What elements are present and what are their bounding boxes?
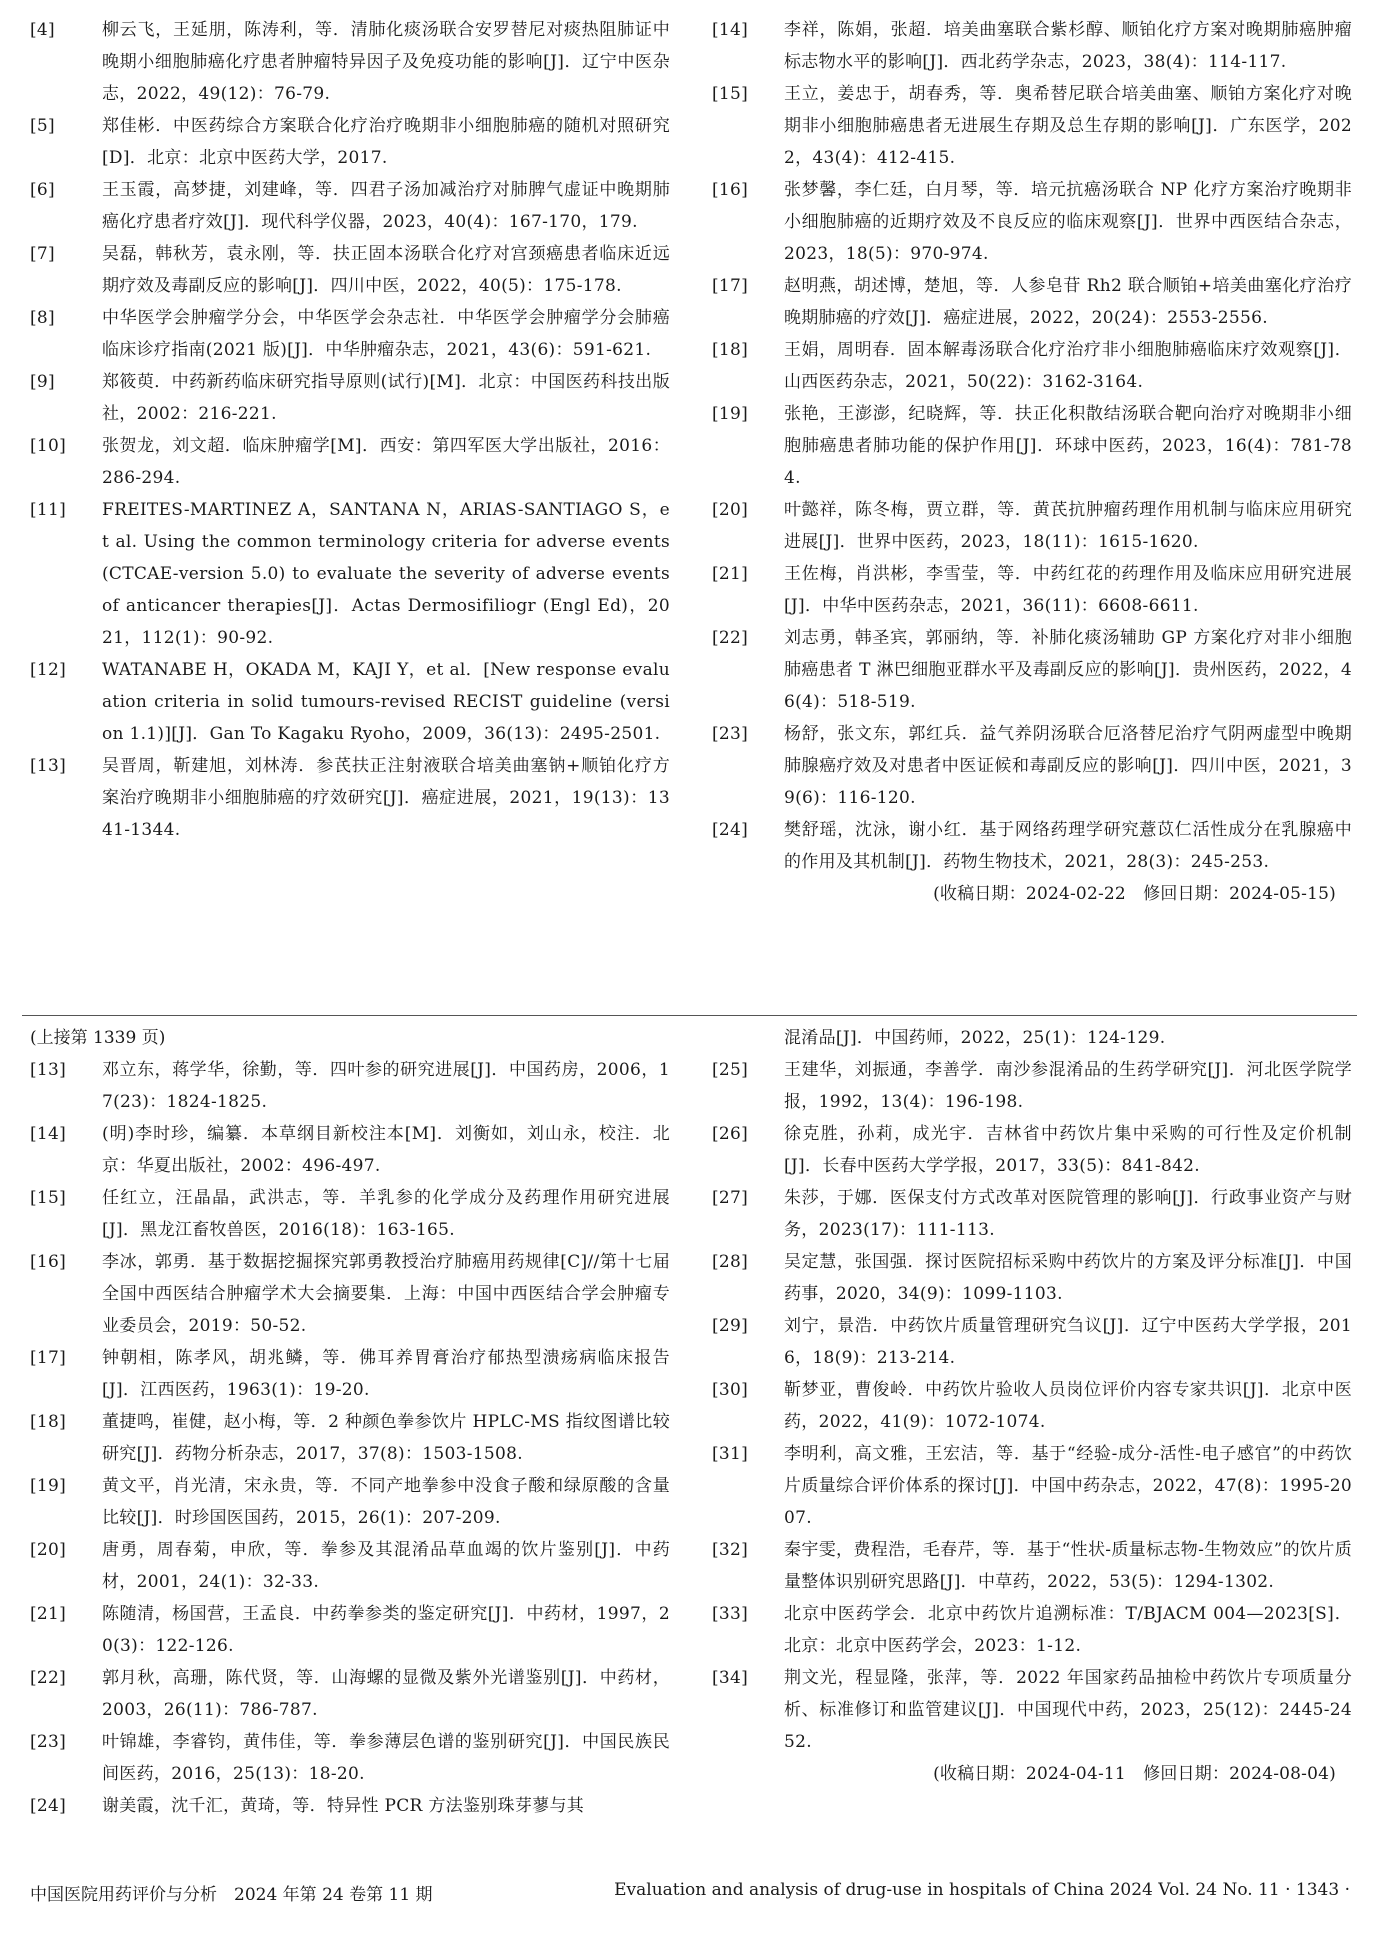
- reference-number: [15]: [30, 1188, 67, 1208]
- reference-text: 黄文平，肖光清，宋永贵，等．不同产地拳参中没食子酸和绿原酸的含量比较[J]．时珍国医国药，2015，26(1)：207-209.: [102, 1476, 670, 1528]
- reference-text: 朱莎，于娜．医保支付方式改革对医院管理的影响[J]．行政事业资产与财务，2023(17)：111-113.: [784, 1188, 1352, 1240]
- reference-number: [5]: [30, 116, 55, 136]
- reference-item: [30, 1118, 670, 1182]
- reference-text: 樊舒瑶，沈泳，谢小红．基于网络药理学研究薏苡仁活性成分在乳腺癌中的作用及其机制[J]．药物生物技术，2021，28(3)：245-253.: [784, 820, 1352, 872]
- reference-number: [20]: [712, 500, 749, 520]
- reference-text: 钟朝相，陈孝风，胡兆鳞，等．佛耳养胃膏治疗郁热型溃疡病临床报告[J]．江西医药，1963(1)：19-20.: [102, 1348, 670, 1400]
- reference-number: [8]: [30, 308, 55, 328]
- reference-number: [4]: [30, 20, 55, 40]
- footer-journal-en: Evaluation and analysis of drug-use in hospitals of China 2024 Vol. 24 No. 11 · 1343 ·: [614, 1880, 1350, 1900]
- reference-item: [712, 1054, 1352, 1118]
- reference-text: 王立，姜忠于，胡春秀，等．奥希替尼联合培美曲塞、顺铂方案化疗对晚期非小细胞肺癌患者无进展生存期及总生存期的影响[J]．广东医学，2022，43(4)：412-415.: [784, 84, 1352, 168]
- references-bottom-left-column: [30, 1022, 670, 1822]
- reference-item: [712, 622, 1352, 718]
- reference-text: 郭月秋，高珊，陈代贤，等．山海螺的显微及紫外光谱鉴别[J]．中药材，2003，26(11)：786-787.: [102, 1668, 670, 1720]
- reference-text: 杨舒，张文东，郭红兵．益气养阴汤联合厄洛替尼治疗气阴两虚型中晚期肺腺癌疗效及对患者中医证候和毒副反应的影响[J]．四川中医，2021，39(6)：116-120.: [784, 724, 1352, 808]
- reference-item: [30, 1054, 670, 1118]
- reference-text: 王娟，周明春．固本解毒汤联合化疗治疗非小细胞肺癌临床疗效观察[J]．山西医药杂志，2021，50(22)：3162-3164.: [784, 340, 1352, 392]
- reference-number: [13]: [30, 1060, 67, 1080]
- reference-item: [712, 1246, 1352, 1310]
- reference-item: [30, 1182, 670, 1246]
- reference-text: 刘志勇，韩圣宾，郭丽纳，等．补肺化痰汤辅助 GP 方案化疗对非小细胞肺癌患者 T 淋巴细胞亚群水平及毒副反应的影响[J]．贵州医药，2022，46(4)：518-519.: [784, 628, 1352, 712]
- reference-number: [24]: [712, 820, 749, 840]
- reference-text: 柳云飞，王延朋，陈涛利，等．清肺化痰汤联合安罗替尼对痰热阻肺证中晚期小细胞肺癌化疗患者肿瘤特异因子及免疫功能的影响[J]．辽宁中医杂志，2022，49(12)：76-79.: [102, 20, 670, 104]
- reference-text: 唐勇，周春菊，申欣，等．拳参及其混淆品草血竭的饮片鉴别[J]．中药材，2001，24(1)：32-33.: [102, 1540, 670, 1592]
- reference-number: [18]: [30, 1412, 67, 1432]
- reference-text: 叶懿祥，陈冬梅，贾立群，等．黄芪抗肿瘤药理作用机制与临床应用研究进展[J]．世界中医药，2023，18(11)：1615-1620.: [784, 500, 1352, 552]
- reference-text: 混淆品[J]．中国药师，2022，25(1)：124-129.: [784, 1028, 1166, 1048]
- reference-item: [712, 398, 1352, 494]
- reference-number: [12]: [30, 660, 67, 680]
- reference-continuation: [712, 1022, 1352, 1054]
- reference-item: [712, 14, 1352, 78]
- reference-number: [16]: [712, 180, 749, 200]
- reference-text: 张艳，王澎澎，纪晓辉，等．扶正化积散结汤联合靶向治疗对晚期非小细胞肺癌患者肺功能的保护作用[J]．环球中医药，2023，16(4)：781-784.: [784, 404, 1352, 488]
- reference-item: [30, 1662, 670, 1726]
- reference-text: 陈随清，杨国营，王孟良．中药拳参类的鉴定研究[J]．中药材，1997，20(3)：122-126.: [102, 1604, 670, 1656]
- reference-item: [712, 1438, 1352, 1534]
- reference-number: [18]: [712, 340, 749, 360]
- reference-item: [712, 334, 1352, 398]
- reference-item: [30, 750, 670, 846]
- reference-number: [13]: [30, 756, 67, 776]
- reference-item: [30, 238, 670, 302]
- reference-item: [30, 1598, 670, 1662]
- reference-item: [30, 1342, 670, 1406]
- reference-item: [712, 558, 1352, 622]
- reference-item: [712, 1662, 1352, 1758]
- reference-number: [21]: [30, 1604, 67, 1624]
- reference-number: [31]: [712, 1444, 749, 1464]
- reference-text: WATANABE H，OKADA M，KAJI Y，et al．[New response evaluation criteria in solid tumours-revised RECIST guideline (version 1.1)][J]．Gan To Kagaku Ryoho，2009，36(13)：2495-2501.: [102, 660, 670, 744]
- reference-text: 张梦馨，李仁廷，白月琴，等．培元抗癌汤联合 NP 化疗方案治疗晚期非小细胞肺癌的近期疗效及不良反应的临床观察[J]．世界中西医结合杂志，2023，18(5)：970-974.: [784, 180, 1352, 264]
- reference-item: [712, 1182, 1352, 1246]
- reference-text: 吴定慧，张国强．探讨医院招标采购中药饮片的方案及评分标准[J]．中国药事，2020，34(9)：1099-1103.: [784, 1252, 1352, 1304]
- reference-text: 李冰，郭勇．基于数据挖掘探究郭勇教授治疗肺癌用药规律[C]//第十七届全国中西医结合肿瘤学术大会摘要集．上海：中国中西医结合学会肿瘤专业委员会，2019：50-52.: [102, 1252, 670, 1336]
- reference-number: [22]: [712, 628, 749, 648]
- reference-item: [30, 494, 670, 654]
- reference-item: [712, 1310, 1352, 1374]
- reference-text: 赵明燕，胡述博，楚旭，等．人参皂苷 Rh2 联合顺铂+培美曲塞化疗治疗晚期肺癌的疗效[J]．癌症进展，2022，20(24)：2553-2556.: [784, 276, 1352, 328]
- reference-item: [712, 270, 1352, 334]
- continued-from-note: (上接第 1339 页): [30, 1028, 166, 1048]
- reference-number: [17]: [30, 1348, 67, 1368]
- reference-text: 李祥，陈娟，张超．培美曲塞联合紫杉醇、顺铂化疗方案对晚期肺癌肿瘤标志物水平的影响[J]．西北药学杂志，2023，38(4)：114-117.: [784, 20, 1352, 72]
- footer-journal-cn: 中国医院用药评价与分析 2024 年第 24 卷第 11 期: [30, 1885, 433, 1905]
- reference-number: [34]: [712, 1668, 749, 1688]
- reference-number: [25]: [712, 1060, 749, 1080]
- reference-number: [23]: [712, 724, 749, 744]
- reference-item: [30, 1406, 670, 1470]
- reference-item: [712, 1118, 1352, 1182]
- reference-item: [30, 1470, 670, 1534]
- reference-number: [19]: [712, 404, 749, 424]
- reference-text: 秦宇雯，费程浩，毛春芹，等．基于“性状-质量标志物-生物效应”的饮片质量整体识别研究思路[J]．中草药，2022，53(5)：1294-1302.: [784, 1540, 1352, 1592]
- reference-text: 郑筱萸．中药新药临床研究指导原则(试行)[M]．北京：中国医药科技出版社，2002：216-221.: [102, 372, 670, 424]
- reference-number: [28]: [712, 1252, 749, 1272]
- reference-item: [712, 174, 1352, 270]
- reference-text: 王佐梅，肖洪彬，李雪莹，等．中药红花的药理作用及临床应用研究进展[J]．中华中医药杂志，2021，36(11)：6608-6611.: [784, 564, 1352, 616]
- reference-number: [16]: [30, 1252, 67, 1272]
- reference-text: 吴磊，韩秋芳，袁永刚，等．扶正固本汤联合化疗对宫颈癌患者临床近远期疗效及毒副反应的影响[J]．四川中医，2022，40(5)：175-178.: [102, 244, 670, 296]
- reference-number: [33]: [712, 1604, 749, 1624]
- reference-item: [30, 14, 670, 110]
- reference-number: [7]: [30, 244, 55, 264]
- reference-text: 徐克胜，孙莉，成光宇．吉林省中药饮片集中采购的可行性及定价机制[J]．长春中医药大学学报，2017，33(5)：841-842.: [784, 1124, 1352, 1176]
- reference-number: [15]: [712, 84, 749, 104]
- references-top-left-column: [30, 14, 670, 846]
- reference-number: [32]: [712, 1540, 749, 1560]
- reference-text: 北京中医药学会．北京中药饮片追溯标准：T/BJACM 004—2023[S]．北京：北京中医药学会，2023：1-12.: [784, 1604, 1352, 1656]
- reference-number: [22]: [30, 1668, 67, 1688]
- reference-item: [30, 1726, 670, 1790]
- references-bottom-right-column: [712, 1022, 1352, 1790]
- reference-item: [712, 1598, 1352, 1662]
- reference-number: [10]: [30, 436, 67, 456]
- reference-item: [30, 302, 670, 366]
- reference-item: [712, 1374, 1352, 1438]
- received-date: (收稿日期：2024-02-22 修回日期：2024-05-15): [933, 884, 1336, 904]
- reference-item: [30, 1534, 670, 1598]
- received-date: (收稿日期：2024-04-11 修回日期：2024-08-04): [933, 1764, 1336, 1784]
- reference-item: [712, 718, 1352, 814]
- reference-item: [30, 1246, 670, 1342]
- reference-item: [712, 1534, 1352, 1598]
- reference-number: [23]: [30, 1732, 67, 1752]
- reference-text: 王玉霞，高梦捷，刘建峰，等．四君子汤加减治疗对肺脾气虚证中晚期肺癌化疗患者疗效[J]．现代科学仪器，2023，40(4)：167-170，179.: [102, 180, 670, 232]
- section-divider: [22, 1015, 1357, 1016]
- reference-text: FREITES-MARTINEZ A，SANTANA N，ARIAS-SANTIAGO S，et al. Using the common terminology criteria for adverse events (CTCAE-version 5.0) to evaluate the severity of adverse events of anticancer therapies[J]．Actas Dermosifiliogr (Engl Ed)，2021，112(1)：90-92.: [102, 500, 670, 648]
- reference-item: [30, 174, 670, 238]
- reference-number: [29]: [712, 1316, 749, 1336]
- reference-text: 刘宁，景浩．中药饮片质量管理研究刍议[J]．辽宁中医药大学学报，2016，18(9)：213-214.: [784, 1316, 1352, 1368]
- reference-number: [17]: [712, 276, 749, 296]
- reference-item: [30, 110, 670, 174]
- reference-item: [712, 494, 1352, 558]
- reference-item: [712, 814, 1352, 878]
- reference-number: [30]: [712, 1380, 749, 1400]
- references-top-right-column: [712, 14, 1352, 910]
- reference-text: 李明利，高文雅，王宏洁，等．基于“经验-成分-活性-电子感官”的中药饮片质量综合评价体系的探讨[J]．中国中药杂志，2022，47(8)：1995-2007.: [784, 1444, 1352, 1528]
- reference-item: [30, 1790, 670, 1822]
- reference-number: [14]: [30, 1124, 67, 1144]
- reference-item: [30, 366, 670, 430]
- reference-text: 靳梦亚，曹俊岭．中药饮片验收人员岗位评价内容专家共识[J]．北京中医药，2022，41(9)：1072-1074.: [784, 1380, 1352, 1432]
- reference-number: [11]: [30, 500, 67, 520]
- reference-text: 吴晋周，靳建旭，刘林涛．参芪扶正注射液联合培美曲塞钠+顺铂化疗方案治疗晚期非小细胞肺癌的疗效研究[J]．癌症进展，2021，19(13)：1341-1344.: [102, 756, 670, 840]
- reference-item: [30, 654, 670, 750]
- reference-item: [30, 430, 670, 494]
- reference-text: 荆文光，程显隆，张萍，等．2022 年国家药品抽检中药饮片专项质量分析、标准修订和监管建议[J]．中国现代中药，2023，25(12)：2445-2452.: [784, 1668, 1352, 1752]
- reference-number: [19]: [30, 1476, 67, 1496]
- reference-number: [27]: [712, 1188, 749, 1208]
- reference-number: [20]: [30, 1540, 67, 1560]
- reference-text: 任红立，汪晶晶，武洪志，等．羊乳参的化学成分及药理作用研究进展[J]．黑龙江畜牧兽医，2016(18)：163-165.: [102, 1188, 670, 1240]
- reference-text: 叶锦雄，李睿钧，黄伟佳，等．拳参薄层色谱的鉴别研究[J]．中国民族民间医药，2016，25(13)：18-20.: [102, 1732, 670, 1784]
- reference-text: (明)李时珍，编纂．本草纲目新校注本[M]．刘衡如，刘山永，校注．北京：华夏出版社，2002：496-497.: [102, 1124, 670, 1176]
- reference-number: [26]: [712, 1124, 749, 1144]
- reference-text: 谢美霞，沈千汇，黄琦，等．特异性 PCR 方法鉴别珠芽蓼与其: [102, 1796, 585, 1816]
- reference-text: 王建华，刘振通，李善学．南沙参混淆品的生药学研究[J]．河北医学院学报，1992，13(4)：196-198.: [784, 1060, 1352, 1112]
- page-footer: [30, 1880, 1350, 1905]
- reference-text: 中华医学会肿瘤学分会，中华医学会杂志社．中华医学会肿瘤学分会肺癌临床诊疗指南(2021 版)[J]．中华肿瘤杂志，2021，43(6)：591-621.: [102, 308, 670, 360]
- reference-text: 郑佳彬．中医药综合方案联合化疗治疗晚期非小细胞肺癌的随机对照研究[D]．北京：北京中医药大学，2017.: [102, 116, 670, 168]
- reference-number: [21]: [712, 564, 749, 584]
- reference-text: 张贺龙，刘文超．临床肿瘤学[M]．西安：第四军医大学出版社，2016：286-294.: [102, 436, 670, 488]
- reference-number: [14]: [712, 20, 749, 40]
- reference-number: [24]: [30, 1796, 67, 1816]
- reference-number: [6]: [30, 180, 55, 200]
- reference-text: 邓立东，蒋学华，徐勤，等．四叶参的研究进展[J]．中国药房，2006，17(23)：1824-1825.: [102, 1060, 670, 1112]
- reference-text: 董捷鸣，崔健，赵小梅，等．2 种颜色拳参饮片 HPLC-MS 指纹图谱比较研究[J]．药物分析杂志，2017，37(8)：1503-1508.: [102, 1412, 670, 1464]
- reference-item: [712, 78, 1352, 174]
- reference-number: [9]: [30, 372, 55, 392]
